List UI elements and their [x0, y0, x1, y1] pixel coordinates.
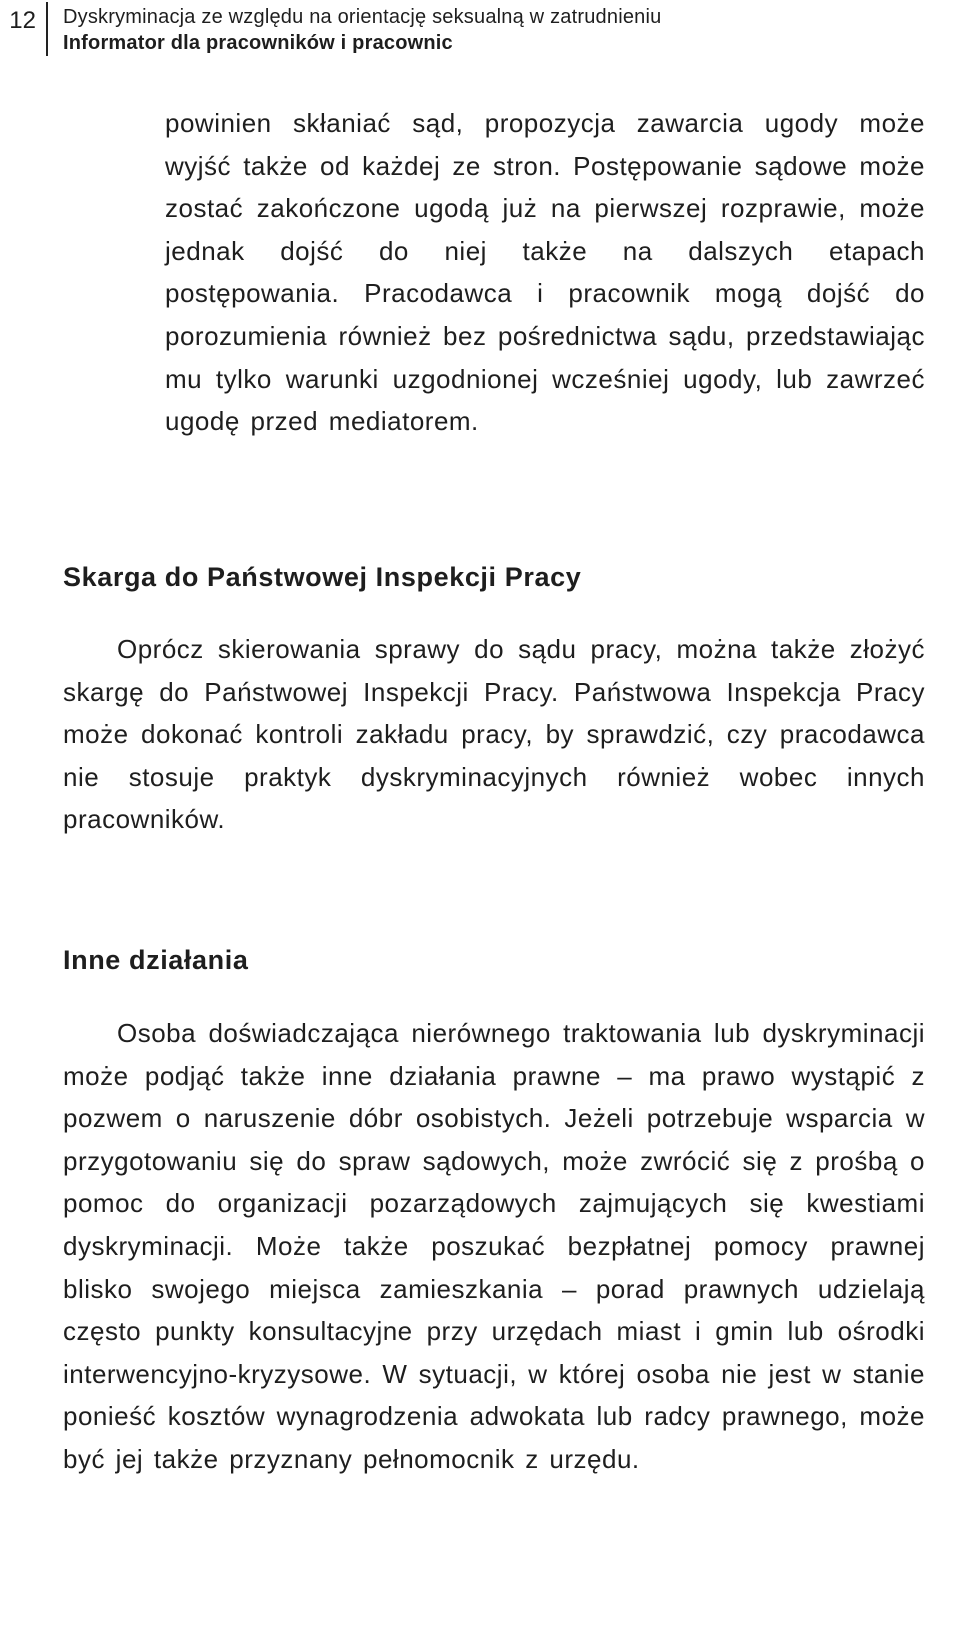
page-header: [0, 0, 960, 60]
page-number: 12: [9, 7, 36, 34]
running-header: [63, 4, 661, 56]
section-paragraph-complaint: Oprócz skierowania sprawy do sądu pracy, można także złożyć skargę do Państwowej Inspekcji Pracy. Państwowa Inspekcja Pracy może dokonać kontroli zakładu pracy, by sprawdzić, czy pracodawca nie stosuje praktyk dyskryminacyjnych również wobec innych pracowników.: [63, 634, 925, 835]
document-subtitle: Informator dla pracowników i pracownic: [63, 32, 453, 54]
continued-paragraph: powinien skłaniać sąd, propozycja zawarcia ugody może wyjść także od każdej ze stron. Postępowanie sądowe może zostać zakończone ugodą już na pierwszej rozprawie, może jednak dojść do niej także na dalszych etapach postępowania. Pracodawca i pracownik mogą dojść do porozumienia również bez pośrednictwa sądu, przedstawiając mu tylko warunki uzgodnionej wcześniej ugody, lub zawrzeć ugodę przed mediatorem.: [165, 108, 925, 437]
document-title: Dyskryminacja ze względu na orientację seksualną w zatrudnieniu: [63, 6, 662, 28]
header-divider: [46, 2, 48, 56]
section-paragraph-other-actions: Osoba doświadczająca nierównego traktowania lub dyskryminacji może podjąć także inne działania prawne – ma prawo wystąpić z pozwem o naruszenie dóbr osobistych. Jeżeli potrzebuje wsparcia w przygotowaniu się do spraw sądowych, może zwrócić się z prośbą o pomoc do organizacji pozarządowych zajmujących się kwestiami dyskryminacji. Może także poszukać bezpłatnej pomocy prawnej blisko swojego miejsca zamieszkania – porad prawnych udzielają często punkty konsultacyjne przy urzędach miast i gmin lub ośrodki interwencyjno-kryzysowe. W sytuacji, w której osoba nie jest w stanie ponieść kosztów wynagrodzenia adwokata lub radcy prawnego, może być jej także przyznany pełnomocnik z urzędu.: [63, 1018, 925, 1474]
section-heading-other-actions: Inne działania: [63, 945, 249, 975]
section-heading-complaint: Skarga do Państwowej Inspekcji Pracy: [63, 562, 582, 592]
